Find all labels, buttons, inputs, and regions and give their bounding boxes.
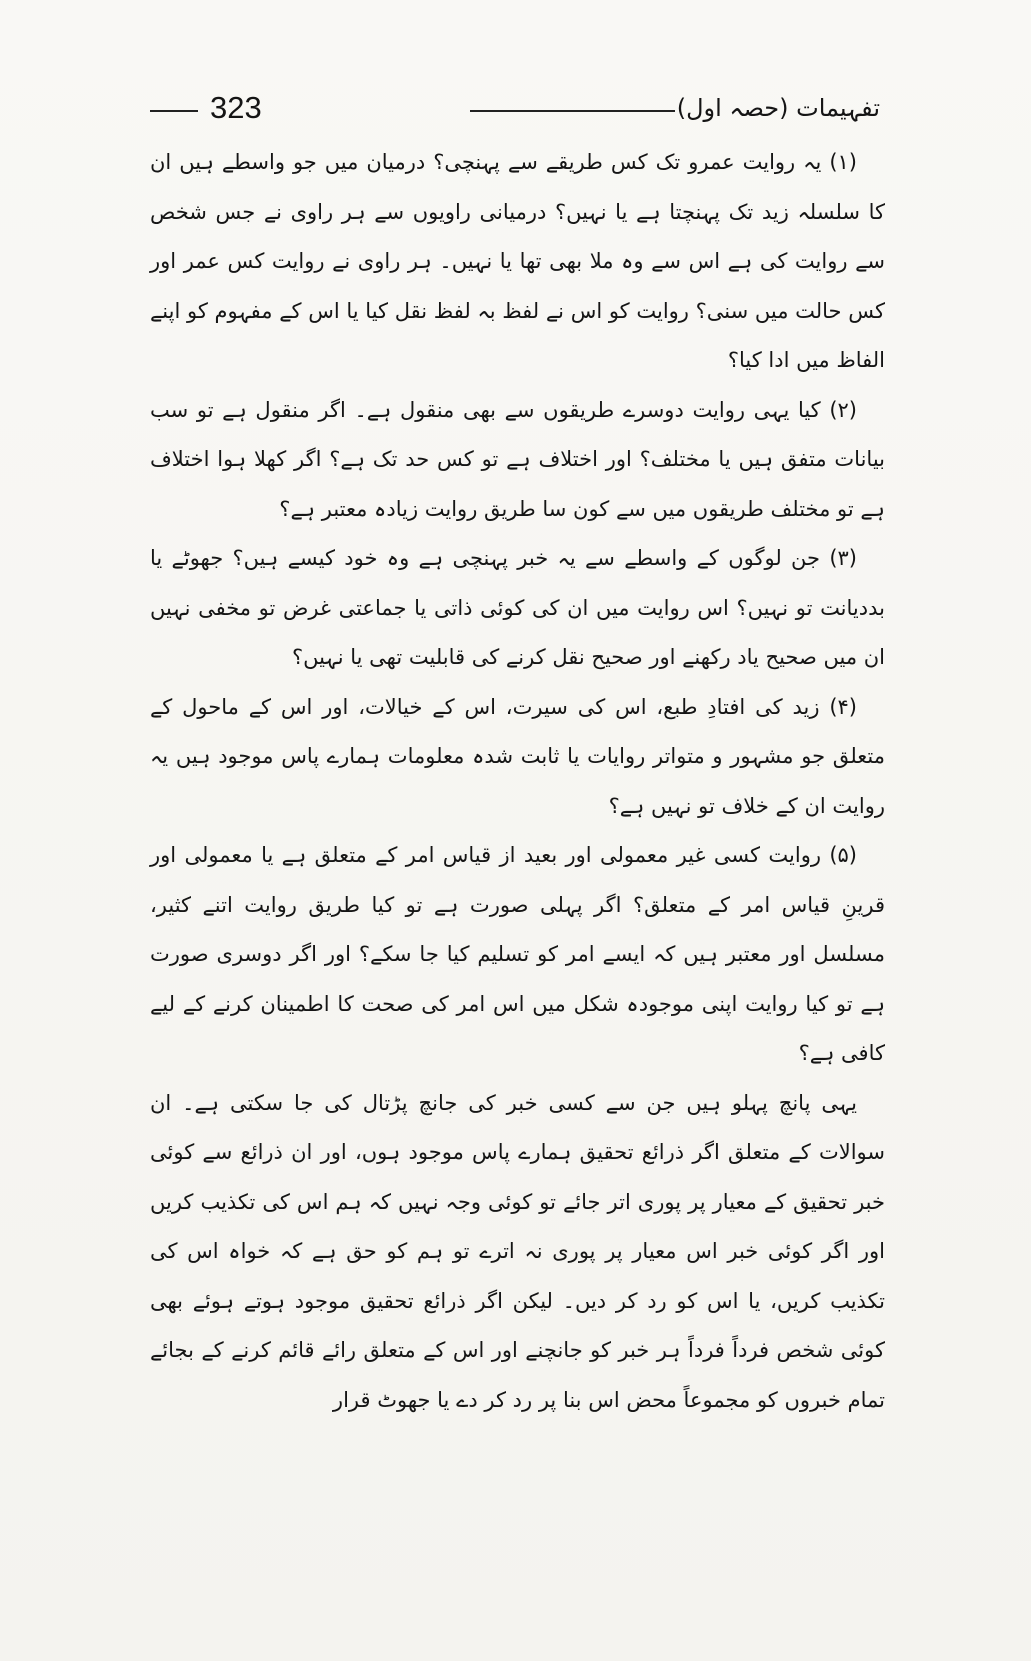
paragraph-5: (۵) روایت کسی غیر معمولی اور بعید از قیاس امر کے متعلق ہے یا معمولی اور قرینِ قیاس امر کے متعلق؟ اگر پہلی صورت ہے تو کیا طریق روایت اتنے کثیر، مسلسل اور معتبر ہیں کہ ایسے امر کو تسلیم کیا جا سکے؟ اور اگر دوسری صورت ہے تو کیا روایت اپنی موجودہ شکل میں اس امر کی صحت کا اطمینان کرنے کے لیے کافی ہے؟ [150, 843, 885, 1065]
header-rule-right [470, 110, 675, 112]
page-header [150, 88, 880, 128]
paragraph-2: (۲) کیا یہی روایت دوسرے طریقوں سے بھی منقول ہے۔ اگر منقول ہے تو سب بیانات متفق ہیں یا مختلف؟ اور اختلاف ہے تو کس حد تک ہے؟ اگر کھلا ہوا اختلاف ہے تو مختلف طریقوں میں سے کون سا طریق روایت زیادہ معتبر ہے؟ [150, 397, 885, 521]
paragraph-6: یہی پانچ پہلو ہیں جن سے کسی خبر کی جانچ پڑتال کی جا سکتی ہے۔ ان سوالات کے متعلق اگر ذرائع تحقیق ہمارے پاس موجود ہوں، اور ان ذرائع سے کوئی خبر تحقیق کے معیار پر پوری اتر جائے تو کوئی وجہ نہیں کہ ہم اس کی تکذیب کریں اور اگر کوئی خبر اس معیار پر پوری نہ اترے تو ہم کو حق ہے کہ خواہ اس کی تکذیب کریں، یا اس کو رد کر دیں۔ لیکن اگر ذرائع تحقیق موجود ہوتے ہوئے بھی کوئی شخص فرداً فرداً ہر خبر کو جانچنے اور اس کے متعلق رائے قائم کرنے کے بجائے تمام خبروں کو مجموعاً محض اس بنا پر رد کر دے یا جھوٹ قرار [150, 1090, 885, 1412]
body-text [150, 138, 885, 1425]
paragraph-1: (۱) یہ روایت عمرو تک کس طریقے سے پہنچی؟ درمیان میں جو واسطے ہیں ان کا سلسلہ زید تک پہنچتا ہے یا نہیں؟ درمیانی راویوں سے ہر راوی نے جس شخص سے روایت کی ہے اس سے وہ ملا بھی تھا یا نہیں۔ ہر راوی نے روایت کس عمر اور کس حالت میں سنی؟ روایت کو اس نے لفظ بہ لفظ نقل کیا یا اس کے مفہوم کو اپنے الفاظ میں ادا کیا؟ [150, 150, 885, 372]
page-number: 323 [210, 90, 262, 125]
header-rule-left [150, 110, 198, 112]
paragraph-3: (۳) جن لوگوں کے واسطے سے یہ خبر پہنچی ہے وہ خود کیسے ہیں؟ جھوٹے یا بددیانت تو نہیں؟ اس روایت میں ان کی کوئی ذاتی یا جماعتی غرض تو مخفی نہیں ان میں صحیح یاد رکھنے اور صحیح نقل کرنے کی قابلیت تھی یا نہیں؟ [150, 546, 885, 669]
running-title: تفہیمات (حصہ اول) [676, 94, 880, 122]
paragraph-4: (۴) زید کی افتادِ طبع، اس کی سیرت، اس کے خیالات، اور اس کے ماحول کے متعلق جو مشہور و متواتر روایات یا ثابت شدہ معلومات ہمارے پاس موجود ہیں یہ روایت ان کے خلاف تو نہیں ہے؟ [150, 694, 885, 818]
